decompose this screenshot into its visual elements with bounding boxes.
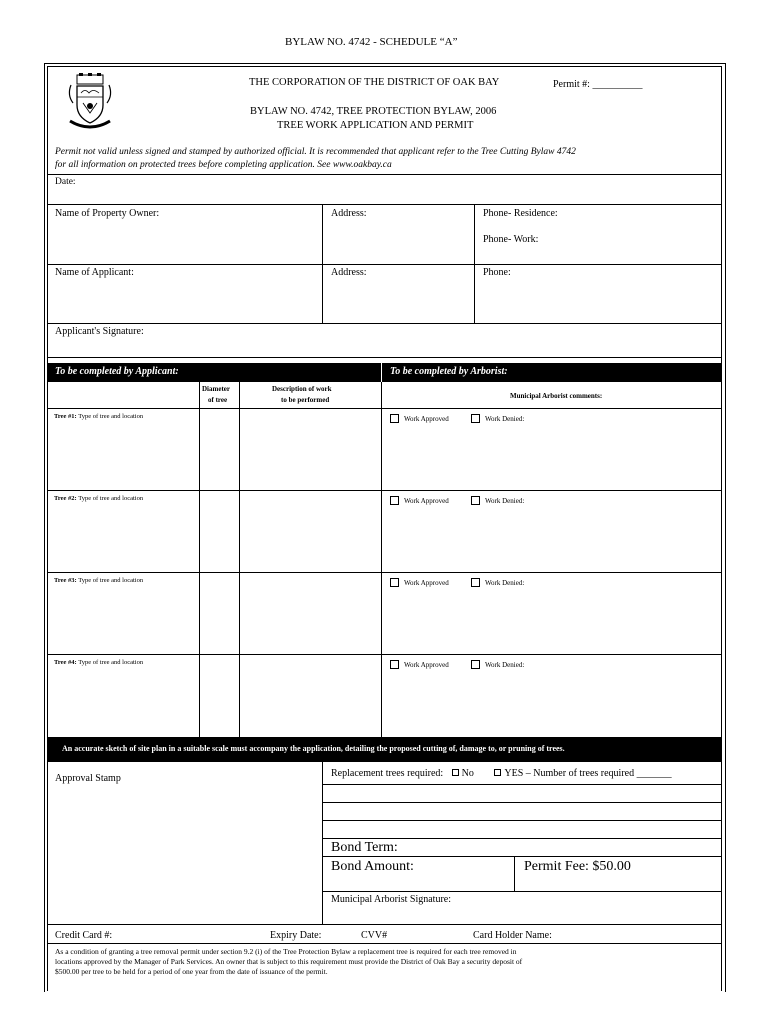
org-title: THE CORPORATION OF THE DISTRICT OF OAK BAY	[249, 77, 500, 88]
owner-phone-work-label: Phone- Work:	[483, 234, 539, 245]
approval-stamp-label: Approval Stamp	[55, 773, 121, 784]
tree-2-work-denied[interactable]: Work Denied:	[471, 497, 524, 506]
applicant-signature-label: Applicant's Signature:	[55, 326, 144, 337]
description-header-1: Description of work	[272, 385, 332, 393]
cvv-label: CVV#	[361, 930, 388, 941]
footer-line-1: As a condition of granting a tree removal permit under section 9.2 (i) of the Tree Protection Bylaw a replacement tree is required for each tree removed in	[55, 947, 517, 956]
applicant-section-title: To be completed by Applicant:	[55, 366, 179, 377]
footer-line-3: $500.00 per tree to be held for a period of one year from the date of issuance of the permit.	[55, 967, 328, 976]
tree-4-work-approved[interactable]: Work Approved	[390, 661, 449, 670]
tree-2-work-approved[interactable]: Work Approved	[390, 497, 449, 506]
tree-3-work-approved[interactable]: Work Approved	[390, 579, 449, 588]
property-owner-label: Name of Property Owner:	[55, 208, 160, 219]
applicant-name-label: Name of Applicant:	[55, 267, 134, 278]
applicant-phone-label: Phone:	[483, 267, 511, 278]
arborist-comments-header: Municipal Arborist comments:	[510, 392, 603, 400]
date-label: Date:	[55, 177, 76, 187]
notice-line-1: Permit not valid unless signed and stamped by authorized official. It is recommended that applicant refer to the Tree Cutting Bylaw 4742	[55, 147, 576, 157]
diameter-header-1: Diameter	[202, 385, 230, 393]
credit-card-label: Credit Card #:	[55, 930, 113, 941]
owner-phone-residence-label: Phone- Residence:	[483, 208, 558, 219]
permit-number-field[interactable]: Permit #: __________	[553, 79, 643, 90]
checkbox-icon[interactable]	[494, 769, 501, 776]
tree-1-label: Tree #1: Type of tree and location	[54, 413, 144, 420]
checkbox-icon[interactable]	[390, 660, 399, 669]
replacement-yes-option[interactable]: YES – Number of trees required _______	[494, 768, 671, 779]
tree-4-label: Tree #4: Type of tree and location	[54, 659, 144, 666]
checkbox-icon[interactable]	[390, 414, 399, 423]
schedule-header: BYLAW NO. 4742 - SCHEDULE “A”	[285, 36, 458, 48]
tree-3-label: Tree #3: Type of tree and location	[54, 577, 144, 584]
bond-term-label: Bond Term:	[331, 840, 398, 855]
checkbox-icon[interactable]	[471, 660, 480, 669]
bond-amount-label: Bond Amount:	[331, 859, 414, 874]
replacement-no-option[interactable]: No	[452, 768, 474, 779]
card-holder-label: Card Holder Name:	[473, 930, 552, 941]
tree-1-work-denied[interactable]: Work Denied:	[471, 415, 524, 424]
expiry-date-label: Expiry Date:	[270, 930, 322, 941]
replacement-trees-field: Replacement trees required: No YES – Number of trees required _______	[331, 768, 672, 779]
bylaw-title: BYLAW NO. 4742, TREE PROTECTION BYLAW, 2006	[250, 106, 497, 117]
sketch-notice: An accurate sketch of site plan in a suitable scale must accompany the application, detailing the proposed cutting of, damage to, or pruning of trees.	[62, 744, 565, 753]
arborist-section-title: To be completed by Arborist:	[390, 366, 508, 377]
notice-line-2: for all information on protected trees before completing application. See www.oakbay.ca	[55, 160, 392, 170]
district-crest-logo	[65, 73, 115, 135]
diameter-header-2: of tree	[208, 396, 228, 404]
checkbox-icon[interactable]	[471, 496, 480, 505]
checkbox-icon[interactable]	[390, 496, 399, 505]
tree-3-work-denied[interactable]: Work Denied:	[471, 579, 524, 588]
permit-fee: Permit Fee: $50.00	[524, 859, 631, 874]
checkbox-icon[interactable]	[452, 769, 459, 776]
arborist-signature-label: Municipal Arborist Signature:	[331, 894, 451, 905]
checkbox-icon[interactable]	[471, 578, 480, 587]
description-header-2: to be performed	[281, 396, 330, 404]
tree-1-work-approved[interactable]: Work Approved	[390, 415, 449, 424]
checkbox-icon[interactable]	[471, 414, 480, 423]
owner-address-label: Address:	[331, 208, 367, 219]
tree-2-label: Tree #2: Type of tree and location	[54, 495, 144, 502]
checkbox-icon[interactable]	[390, 578, 399, 587]
tree-4-work-denied[interactable]: Work Denied:	[471, 661, 524, 670]
footer-line-2: locations approved by the Manager of Park Services. An owner that is subject to this requirement must provide the District of Oak Bay a security deposit of	[55, 957, 523, 966]
applicant-address-label: Address:	[331, 267, 367, 278]
form-title: TREE WORK APPLICATION AND PERMIT	[277, 120, 474, 131]
